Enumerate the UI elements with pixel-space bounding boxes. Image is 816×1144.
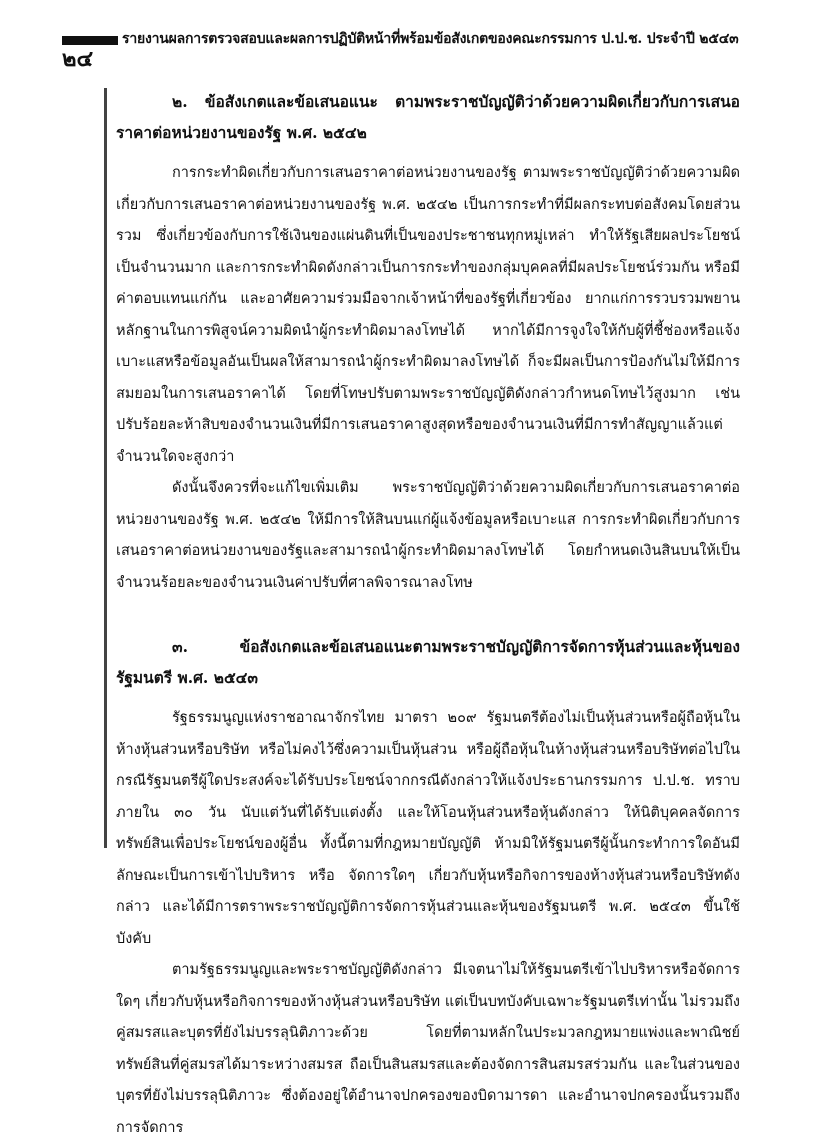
section-2-heading-text: ๒. ข้อสังเกตและข้อเสนอแนะ ตามพระราชบัญญัติว่าด้วยความผิดเกี่ยวกับการเสนอราคาต่อหน่วยงานของรัฐ พ.ศ. ๒๕๔๒ <box>116 92 740 142</box>
margin-line <box>104 88 107 848</box>
section-3-heading <box>116 631 740 693</box>
section-2-paragraph-2: ดังนั้นจึงควรที่จะแก้ไขเพิ่มเติม พระราชบัญญัติว่าด้วยความผิดเกี่ยวกับการเสนอราคาต่อหน่วยงานของรัฐ พ.ศ. ๒๕๔๒ ให้มีการให้สินบนแก่ผู้แจ้งข้อมูลหรือเบาะแส การกระทำผิดเกี่ยวกับการเสนอราคาต่อหน่วยงานของรัฐและสามารถนำผู้กระทำผิดมาลงโทษได้ โดยกำหนดเงินสินบนให้เป็นจำนวนร้อยละของจำนวนเงินค่าปรับที่ศาลพิจารณาลงโทษ <box>116 480 740 591</box>
page-number: ๒๔ <box>62 46 94 72</box>
section-3-paragraph-2: ตามรัฐธรรมนูญและพระราชบัญญัติดังกล่าว มีเจตนาไม่ให้รัฐมนตรีเข้าไปบริหารหรือจัดการใดๆ เกี่ยวกับหุ้นหรือกิจการของห้างหุ้นส่วนหรือบริษัท แต่เป็นบทบังคับเฉพาะรัฐมนตรีเท่านั้น ไม่รวมถึงคู่สมรสและบุตรที่ยังไม่บรรลุนิติภาวะด้วย โดยที่ตามหลักในประมวลกฎหมายแพ่งและพาณิชย์ ทรัพย์สินที่คู่สมรสได้มาระหว่างสมรส ถือเป็นสินสมรสและต้องจัดการสินสมรสร่วมกัน และในส่วนของบุตรที่ยังไม่บรรลุนิติภาวะ ซึ่งต้องอยู่ใต้อำนาจปกครองของบิดามารดา และอำนาจปกครองนั้นรวมถึงการจัดการ <box>116 962 740 1136</box>
header-black-bar <box>62 36 118 45</box>
section-2-paragraph-1: การกระทำผิดเกี่ยวกับการเสนอราคาต่อหน่วยงานของรัฐ ตามพระราชบัญญัติว่าด้วยความผิดเกี่ยวกับการเสนอราคาต่อหน่วยงานของรัฐ พ.ศ. ๒๕๔๒ เป็นการกระทำที่มีผลกระทบต่อสังคมโดยส่วนรวม ซึ่งเกี่ยวข้องกับการใช้เงินของแผ่นดินที่เป็นของประชาชนทุกหมู่เหล่า ทำให้รัฐเสียผลประโยชน์เป็นจำนวนมาก และการกระทำผิดดังกล่าวเป็นการกระทำของกลุ่มบุคคลที่มีผลประโยชน์ร่วมกัน หรือมีค่าตอบแทนแก่กัน และอาศัยความร่วมมือจากเจ้าหน้าที่ของรัฐที่เกี่ยวข้อง ยากแก่การรวบรวมพยานหลักฐานในการพิสูจน์ความผิดนำผู้กระทำผิดมาลงโทษได้ หากได้มีการจูงใจให้กับผู้ที่ชี้ช่องหรือแจ้งเบาะแสหรือข้อมูลอันเป็นผลให้สามารถนำผู้กระทำผิดมาลงโทษได้ ก็จะมีผลเป็นการป้องกันไม่ให้มีการสมยอมในการเสนอราคาได้ โดยที่โทษปรับตามพระราชบัญญัติดังกล่าวกำหนดโทษไว้สูงมาก เช่น ปรับร้อยละห้าสิบของจำนวนเงินที่มีการเสนอราคาสูงสุดหรือของจำนวนเงินที่มีการทำสัญญาแล้วแต่จำนวนใดจะสูงกว่า <box>116 165 740 465</box>
body-content <box>116 86 740 1144</box>
running-header: รายงานผลการตรวจสอบและผลการปฏิบัติหน้าที่พร้อมข้อสังเกตของคณะกรรมการ ป.ป.ช. ประจำปี ๒๕๔๓ <box>122 31 739 47</box>
section-2-heading <box>116 86 740 148</box>
section-3-paragraph-1: รัฐธรรมนูญแห่งราชอาณาจักรไทย มาตรา ๒๐๙ รัฐมนตรีต้องไม่เป็นหุ้นส่วนหรือผู้ถือหุ้นในห้างหุ้นส่วนหรือบริษัท หรือไม่คงไว้ซึ่งความเป็นหุ้นส่วน หรือผู้ถือหุ้นในห้างหุ้นส่วนหรือบริษัทต่อไปในกรณีรัฐมนตรีผู้ใดประสงค์จะได้รับประโยชน์จากกรณีดังกล่าวให้แจ้งประธานกรรมการ ป.ป.ช. ทราบภายใน ๓๐ วัน นับแต่วันที่ได้รับแต่งตั้ง และให้โอนหุ้นส่วนหรือหุ้นดังกล่าว ให้นิติบุคคลจัดการทรัพย์สินเพื่อประโยชน์ของผู้อื่น ทั้งนี้ตามที่กฎหมายบัญญัติ ห้ามมิให้รัฐมนตรีผู้นั้นกระทำการใดอันมีลักษณะเป็นการเข้าไปบริหาร หรือ จัดการใดๆ เกี่ยวกับหุ้นหรือกิจการของห้างหุ้นส่วนหรือบริษัทดังกล่าว และได้มีการตราพระราชบัญญัติการจัดการหุ้นส่วนและหุ้นของรัฐมนตรี พ.ศ. ๒๕๔๓ ขึ้นใช้บังคับ <box>116 710 740 947</box>
section-3-heading-text: ๓. ข้อสังเกตและข้อเสนอแนะตามพระราชบัญญัติการจัดการหุ้นส่วนและหุ้นของรัฐมนตรี พ.ศ. ๒๕๔๓ <box>116 637 740 687</box>
